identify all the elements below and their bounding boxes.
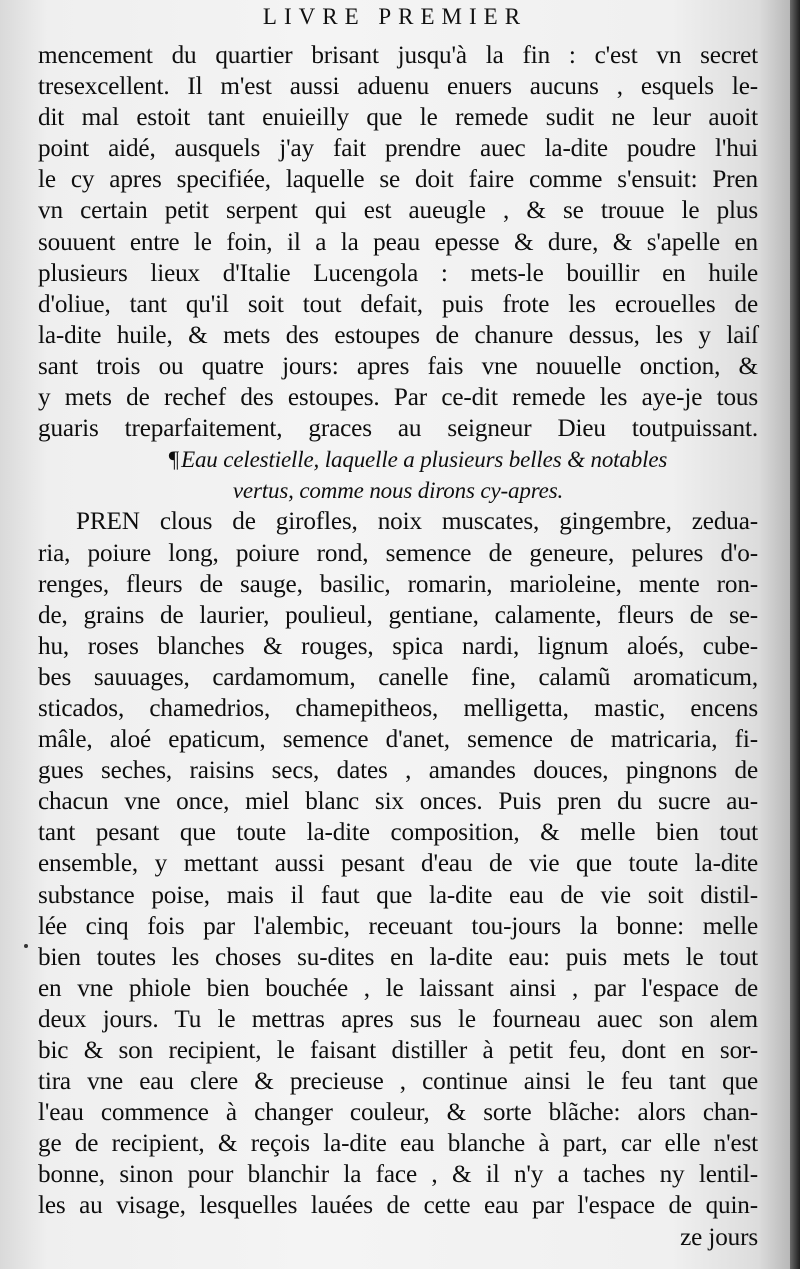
page-edge-shadow — [790, 0, 800, 1269]
text-line: chacun vne once, miel blanc six onces. Puis pren du sucre au- — [38, 788, 758, 816]
text-line: substance poise, mais il faut que la-dite eau de vie soit distil- — [38, 881, 758, 909]
text-line: guaris treparfaitement, graces au seigneur Dieu toutpuissant. — [38, 415, 758, 443]
catchword: ze jours — [680, 1223, 758, 1251]
text-line: mencement du quartier brisant jusqu'à la fin : c'est vn secret — [38, 42, 758, 69]
text-line: les au visage, lesquelles lauées de cette eau par l'espace de quin- — [38, 1192, 758, 1220]
text-block — [38, 40, 758, 1253]
text-line: sant trois ou quatre jours: apres fais vne nouuelle onction, & — [38, 352, 758, 380]
text-line: dit mal estoit tant enuieilly que le remede sudit ne leur auoit — [38, 104, 758, 132]
text-line: tira vne eau clere & precieuse , continue ainsi le feu tant que — [38, 1068, 758, 1096]
text-line: mâle, aloé epaticum, semence d'anet, semence de matricaria, fi- — [38, 726, 758, 754]
text-line: lée cinq fois par l'alembic, receuant tou-jours la bonne: melle — [38, 912, 758, 940]
text-line: ria, poiure long, poiure rond, semence de geneure, pelures d'o- — [38, 539, 758, 567]
text-line: sticados, chamedrios, chamepitheos, melligetta, mastic, encens — [38, 694, 758, 722]
text-line: hu, roses blanches & rouges, spica nardi, lignum aloés, cube- — [38, 632, 758, 660]
text-line: d'oliue, tant qu'il soit tout defait, puis frote les ecrouelles de — [38, 290, 758, 318]
text-line: point aidé, ausquels j'ay fait prendre auec la-dite poudre l'hui — [38, 135, 758, 163]
text-line: le cy apres specifiée, laquelle se doit faire comme s'ensuit: Pren — [38, 166, 758, 194]
text-line: deux jours. Tu le mettras apres sus le fourneau auec son alem — [38, 1005, 758, 1033]
text-line: vn certain petit serpent qui est aueugle , & se trouue le plus — [38, 197, 758, 225]
running-head: LIVRE PREMIER — [262, 4, 528, 29]
text-line: bic & son recipient, le faisant distiller à petit feu, dont en sor- — [38, 1037, 758, 1064]
text-line: renges, fleurs de sauge, basilic, romarin, marioleine, mente ron- — [38, 570, 758, 598]
text-line: y mets de rechef des estoupes. Par ce-dit remede les aye-je tous — [38, 384, 758, 412]
text-line: tresexcellent. Il m'est aussi aduenu enuers aucuns , esquels le- — [38, 73, 758, 101]
text-line: PREN clous de girofles, noix muscates, gingembre, zedua- — [76, 508, 758, 536]
heading-line-1: Eau celestielle, laquelle a plusieurs belles & notables — [181, 447, 668, 473]
text-line: souuent entre le foin, il a la peau epesse & dure, & s'apelle en — [38, 228, 758, 256]
heading-line-2: vertus, comme nous dirons cy-apres. — [232, 478, 564, 504]
section-heading — [38, 444, 758, 475]
ink-speck — [24, 944, 28, 948]
text-line: bonne, sinon pour blanchir la face , & il n'y a taches ny lentil- — [38, 1161, 758, 1189]
text-line: en vne phiole bien bouchée , le laissant ainsi , par l'espace de — [38, 974, 758, 1002]
text-line: gues seches, raisins secs, dates , amandes douces, pingnons de — [38, 757, 758, 785]
text-line: de, grains de laurier, poulieul, gentiane, calamente, fleurs de se- — [38, 601, 758, 629]
text-line: ensemble, y mettant aussi pesant d'eau de vie que toute la-dite — [38, 850, 758, 878]
text-line: plusieurs lieux d'Italie Lucengola : mets-le bouillir en huile — [38, 259, 758, 287]
pilcrow-icon: ¶ — [168, 447, 180, 473]
text-line: tant pesant que toute la-dite composition, & melle bien tout — [38, 819, 758, 847]
text-line: l'eau commence à changer couleur, & sorte blãche: alors chan- — [38, 1099, 758, 1127]
text-line: bien toutes les choses su-dites en la-dite eau: puis mets le tout — [38, 943, 758, 971]
text-line: la-dite huile, & mets des estoupes de chanure dessus, les y laiſ — [38, 321, 758, 349]
text-line: bes sauuages, cardamomum, canelle fine, calamũ aromaticum, — [38, 663, 758, 691]
text-line: ge de recipient, & reçois la-dite eau blanche à part, car elle n'est — [38, 1130, 758, 1158]
